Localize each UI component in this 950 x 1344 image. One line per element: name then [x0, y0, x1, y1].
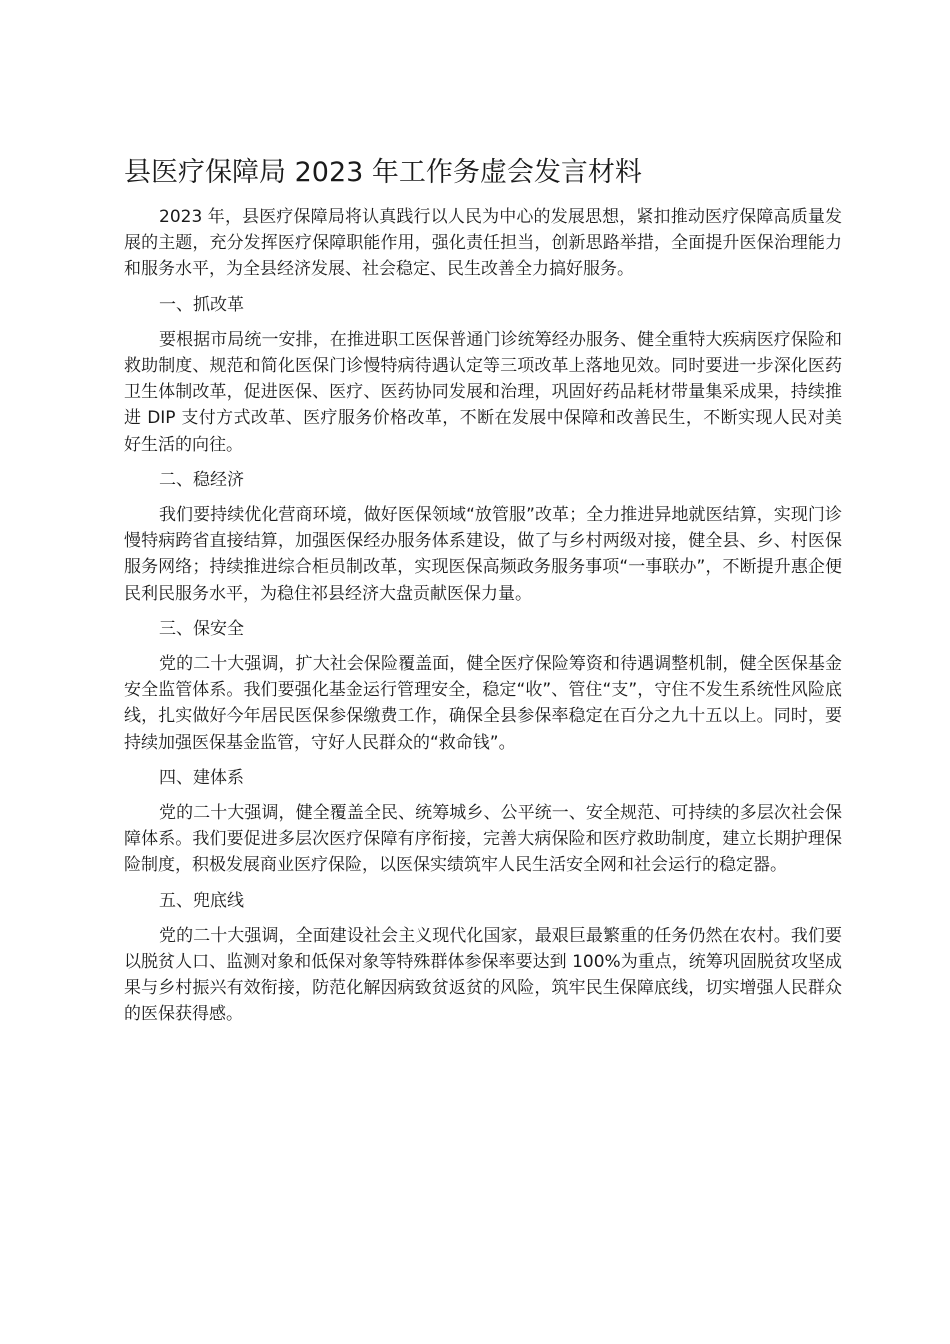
section-heading-safety: 三、保安全: [159, 618, 244, 639]
document-page: [124, 150, 842, 1037]
section-heading-reform: 一、抓改革: [159, 294, 244, 315]
section-body-bottomline: 党的二十大强调，全面建设社会主义现代化国家，最艰巨最繁重的任务仍然在农村。我们要以脱贫人口、监测对象和低保对象等特殊群体参保率要达到 100%为重点，统筹巩固脱贫攻坚成果与乡村振兴有效衔接，防范化解因病致贫返贫的风险，筑牢民生保障底线，切实增强人民群众的医保获得感。: [124, 925, 842, 1025]
section-body-economy: 我们要持续优化营商环境，做好医保领域“放管服”改革；全力推进异地就医结算，实现门诊慢特病跨省直接结算，加强医保经办服务体系建设，做了与乡村两级对接，健全县、乡、村医保服务网络；持续推进综合柜员制改革，实现医保高频政务服务事项“一事联办”，不断提升惠企便民利民服务水平，为稳住祁县经济大盘贡献医保力量。: [124, 505, 842, 604]
section-body-system: 党的二十大强调，健全覆盖全民、统筹城乡、公平统一、安全规范、可持续的多层次社会保障体系。我们要促进多层次医疗保障有序衔接，完善大病保险和医疗救助制度，建立长期护理保险制度，积极发展商业医疗保险，以医保实绩筑牢人民生活安全网和社会运行的稳定器。: [124, 803, 842, 876]
section-body-reform: 要根据市局统一安排，在推进职工医保普通门诊统筹经办服务、健全重特大疾病医疗保险和救助制度、规范和简化医保门诊慢特病待遇认定等三项改革上落地见效。同时要进一步深化医药卫生体制改革，促进医保、医疗、医药协同发展和治理，巩固好药品耗材带量集采成果，持续推进 DIP 支付方式改革、医疗服务价格改革，不断在发展中保障和改善民生，不断实现人民对美好生活的向往。: [124, 329, 842, 455]
section-heading-bottomline: 五、兜底线: [159, 890, 244, 911]
section-body-safety: 党的二十大强调，扩大社会保险覆盖面，健全医疗保险筹资和待遇调整机制，健全医保基金安全监管体系。我们要强化基金运行管理安全，稳定“收”、管住“支”，守住不发生系统性风险底线，扎实做好今年居民医保参保缴费工作，确保全县参保率稳定在百分之九十五以上。同时，要持续加强医保基金监管，守好人民群众的“救命钱”。: [124, 654, 842, 753]
intro-paragraph: 2023 年，县医疗保障局将认真践行以人民为中心的发展思想，紧扣推动医疗保障高质量发展的主题，充分发挥医疗保障职能作用，强化责任担当，创新思路举措，全面提升医保治理能力和服务水平，为全县经济发展、社会稳定、民生改善全力搞好服务。: [124, 207, 842, 280]
page-title: 县医疗保障局 2023 年工作务虚会发言材料: [124, 157, 642, 188]
section-heading-system: 四、建体系: [159, 767, 244, 788]
section-heading-economy: 二、稳经济: [159, 469, 244, 490]
